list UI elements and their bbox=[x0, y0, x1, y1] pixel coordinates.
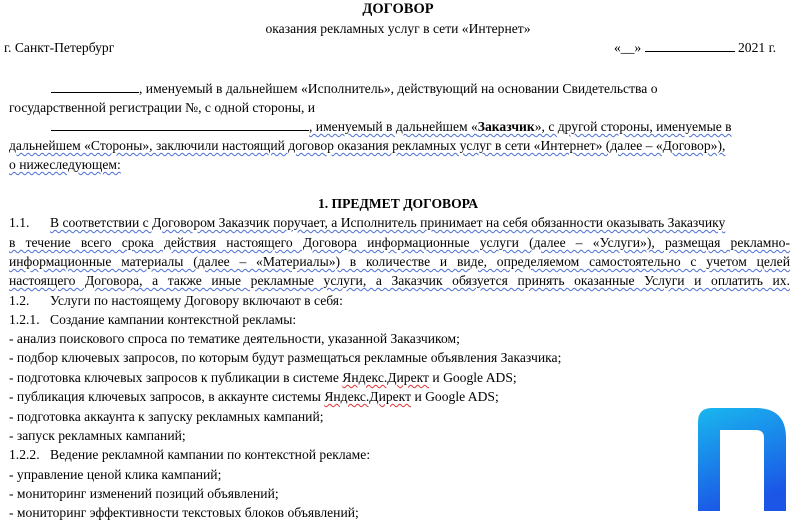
clause-1-2-1: 1.2.1. Создание кампании контекстной рекламы: bbox=[9, 312, 297, 327]
customer-name-blank bbox=[51, 119, 309, 131]
date-year: 2021 г. bbox=[738, 40, 777, 55]
date-day: «__» bbox=[614, 40, 642, 55]
list-item: - анализ поискового спроса по тематике деятельности, указанной Заказчиком; bbox=[9, 331, 460, 346]
section-1-heading: 1. ПРЕДМЕТ ДОГОВОРА bbox=[317, 196, 479, 211]
clause-1-1-line-3: информационные материалы (далее – «Материалы») в количестве и виде, определяемом самостоятельно с учетом целей bbox=[9, 254, 790, 269]
clause-1-1-line-4: настоящего Договора, а также иные рекламные услуги, а Заказчик обязуется принять оказанные Услуги и оплатить их. bbox=[9, 273, 790, 288]
contract-date bbox=[614, 38, 776, 57]
date-month-blank bbox=[645, 40, 735, 52]
list-item: - запуск рекламных кампаний; bbox=[9, 428, 186, 443]
clause-1-2-2: 1.2.2. Ведение рекламной кампании по контекстной рекламе: bbox=[9, 447, 371, 462]
clause-1-1-line-1: 1.1. В соответствии с Договором Заказчик поручает, а Исполнитель принимает на себя обязанности оказывать Заказчику bbox=[9, 215, 726, 230]
clause-1-2: 1.2. Услуги по настоящему Договору включают в себя: bbox=[9, 293, 343, 308]
list-item: - мониторинг эффективности текстовых блоков объявлений; bbox=[9, 505, 359, 520]
list-item: - подготовка аккаунта к запуску рекламных кампаний; bbox=[9, 409, 324, 424]
preamble-line-1: , именуемый в дальнейшем «Исполнитель», действующий на основании Свидетельства о bbox=[51, 79, 790, 98]
list-item: - подготовка ключевых запросов к публикации в системе Яндекс.Директ и Google ADS; bbox=[9, 370, 517, 385]
city: г. Санкт-Петербург bbox=[4, 40, 115, 55]
preamble-line-2: государственной регистрации №, с одной стороны, и bbox=[9, 100, 316, 115]
list-item: - управление ценой клика кампаний; bbox=[9, 467, 222, 482]
preamble-line-3: , именуемый в дальнейшем «Заказчик», с другой стороны, именуемые в bbox=[51, 117, 790, 136]
clause-1-1-line-2: в течение всего срока действия настоящего Договора информационные услуги (далее – «Услуги»), размещая рекламно- bbox=[9, 235, 790, 250]
list-item: - мониторинг изменений позиций объявлений; bbox=[9, 486, 279, 501]
list-item: - публикация ключевых запросов, в аккаунте системы Яндекс.Директ и Google ADS; bbox=[9, 389, 499, 404]
preamble-line-4: дальнейшем «Стороны», заключили настоящий договор оказания рекламных услуг в сети «Интернет» (далее – «Договор»), bbox=[9, 138, 726, 153]
document-subtitle: оказания рекламных услуг в сети «Интернет» bbox=[265, 21, 531, 36]
document-title: ДОГОВОР bbox=[362, 1, 434, 17]
preamble-line-5: о нижеследующем: bbox=[9, 157, 121, 172]
p-shaped-logo-icon bbox=[698, 408, 786, 511]
executor-name-blank bbox=[51, 81, 139, 93]
list-item: - подбор ключевых запросов, по которым будут размещаться рекламные объявления Заказчика; bbox=[9, 350, 562, 365]
